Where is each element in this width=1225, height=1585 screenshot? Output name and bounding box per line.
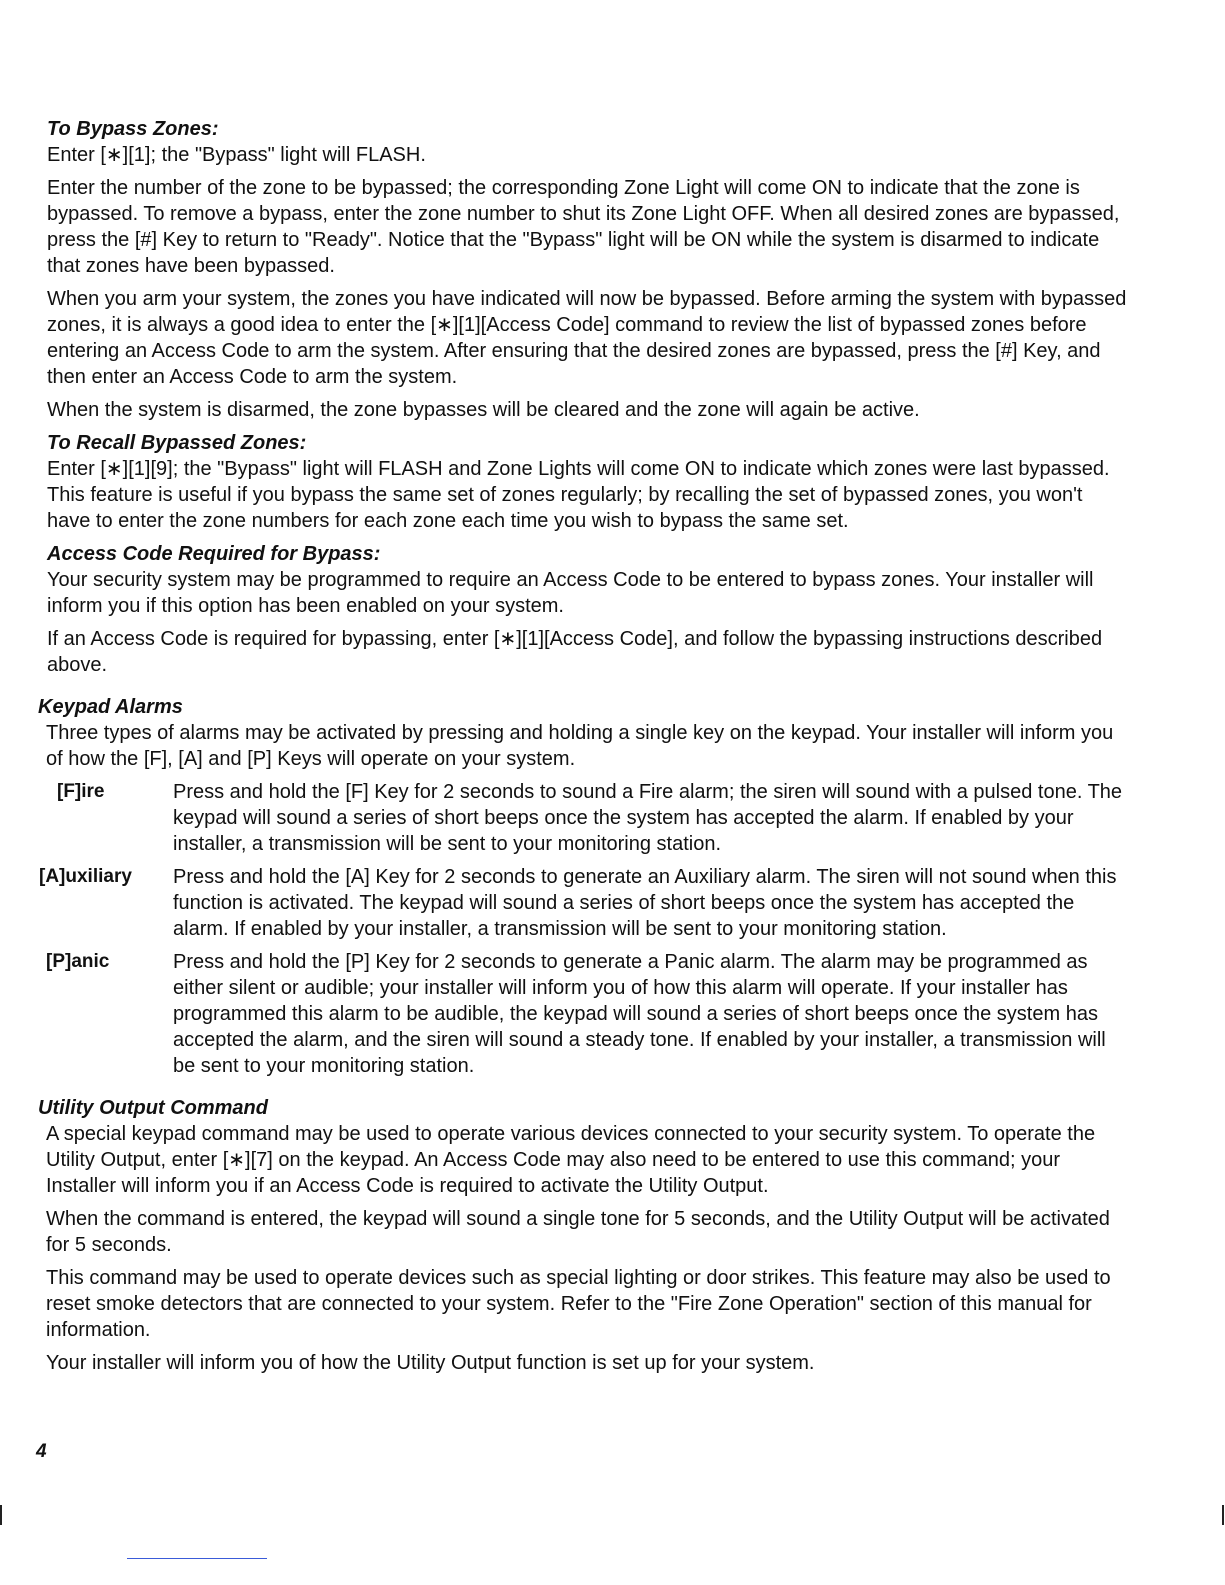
utility-output-heading: Utility Output Command — [38, 1097, 268, 1119]
panic-alarm-entry — [39, 949, 1127, 1079]
access-code-paragraph-2: If an Access Code is required for bypassing, enter [∗][1][Access Code], and follow the bypassing instructions described above. — [47, 628, 1103, 676]
left-edge-mark — [0, 1505, 2, 1525]
page-number: 4 — [36, 1441, 47, 1462]
bypass-zones-paragraph-4: When the system is disarmed, the zone bypasses will be cleared and the zone will again be active. — [47, 399, 920, 421]
panic-alarm-label: [P]anic — [46, 951, 110, 972]
right-edge-mark — [1222, 1505, 1224, 1525]
fire-alarm-text: Press and hold the [F] Key for 2 seconds to sound a Fire alarm; the siren will sound with a pulsed tone. The keypad will sound a series of short beeps once the system has accepted the alarm. If enabled by your installer, a transmission will be sent to your monitoring station. — [173, 781, 1123, 855]
recall-bypassed-paragraph: Enter [∗][1][9]; the "Bypass" light will FLASH and Zone Lights will come ON to indicate which zones were last bypassed. This feature is useful if you bypass the same set of zones regularly; by recalling the set of bypassed zones, you won't have to enter the zone numbers for each zone each time you wish to bypass the same set. — [47, 458, 1110, 532]
scan-artifact-line — [127, 1558, 267, 1559]
auxiliary-alarm-text: Press and hold the [A] Key for 2 seconds to generate an Auxiliary alarm. The siren will not sound when this function is activated. The keypad will sound a series of short beeps once the system has accepted the alarm. If enabled by your installer, a transmission will be sent to your monitoring station. — [173, 866, 1117, 940]
auxiliary-alarm-entry — [39, 864, 1127, 942]
utility-output-paragraph-4: Your installer will inform you of how the Utility Output function is set up for your system. — [46, 1352, 815, 1374]
panic-alarm-text: Press and hold the [P] Key for 2 seconds to generate a Panic alarm. The alarm may be programmed as either silent or audible; your installer will inform you of how this alarm will operate. If your installer has programmed this alarm to be audible, the keypad will sound a series of short beeps once the system has accepted the alarm, and the siren will sound a steady tone. If enabled by your installer, a transmission will be sent to your monitoring station. — [173, 951, 1106, 1077]
bypass-zones-heading: To Bypass Zones: — [47, 118, 219, 140]
access-code-paragraph-1: Your security system may be programmed to require an Access Code to be entered to bypass zones. Your installer will inform you if this option has been enabled on your system. — [47, 569, 1094, 617]
auxiliary-alarm-label: [A]uxiliary — [39, 866, 132, 887]
access-code-bypass-heading: Access Code Required for Bypass: — [47, 543, 381, 565]
bypass-zones-paragraph-2: Enter the number of the zone to be bypassed; the corresponding Zone Light will come ON to indicate that the zone is bypassed. To remove a bypass, enter the zone number to shut its Zone Light OFF. When all desired zones are bypassed, press the [#] Key to return to "Ready". Notice that the "Bypass" light will be ON while the system is disarmed to indicate that zones have been bypassed. — [47, 177, 1120, 277]
keypad-alarms-intro: Three types of alarms may be activated by pressing and holding a single key on the keypad. Your installer will inform you of how the [F], [A] and [P] Keys will operate on your system. — [46, 722, 1114, 770]
utility-output-paragraph-3: This command may be used to operate devices such as special lighting or door strikes. This feature may also be used to reset smoke detectors that are connected to your system. Refer to the "Fire Zone Operation" section of this manual for information. — [46, 1267, 1111, 1341]
bypass-zones-paragraph-1: Enter [∗][1]; the "Bypass" light will FLASH. — [47, 144, 426, 166]
page-content — [38, 116, 1127, 1383]
utility-output-paragraph-1: A special keypad command may be used to operate various devices connected to your security system. To operate the Utility Output, enter [∗][7] on the keypad. An Access Code may also need to be entered to use this command; your Installer will inform you if an Access Code is required to activate the Utility Output. — [46, 1123, 1096, 1197]
recall-bypassed-heading: To Recall Bypassed Zones: — [47, 432, 307, 454]
bypass-zones-paragraph-3: When you arm your system, the zones you have indicated will now be bypassed. Before arming the system with bypassed zones, it is always a good idea to enter the [∗][1][Access Code] command to review the list of bypassed zones before entering an Access Code to arm the system. After ensuring that the desired zones are bypassed, press the [#] Key, and then enter an Access Code to arm the system. — [47, 288, 1127, 388]
utility-output-paragraph-2: When the command is entered, the keypad will sound a single tone for 5 seconds, and the Utility Output will be activated for 5 seconds. — [46, 1208, 1110, 1256]
fire-alarm-entry — [39, 779, 1127, 857]
fire-alarm-label: [F]ire — [57, 781, 105, 802]
keypad-alarms-heading: Keypad Alarms — [38, 696, 183, 718]
